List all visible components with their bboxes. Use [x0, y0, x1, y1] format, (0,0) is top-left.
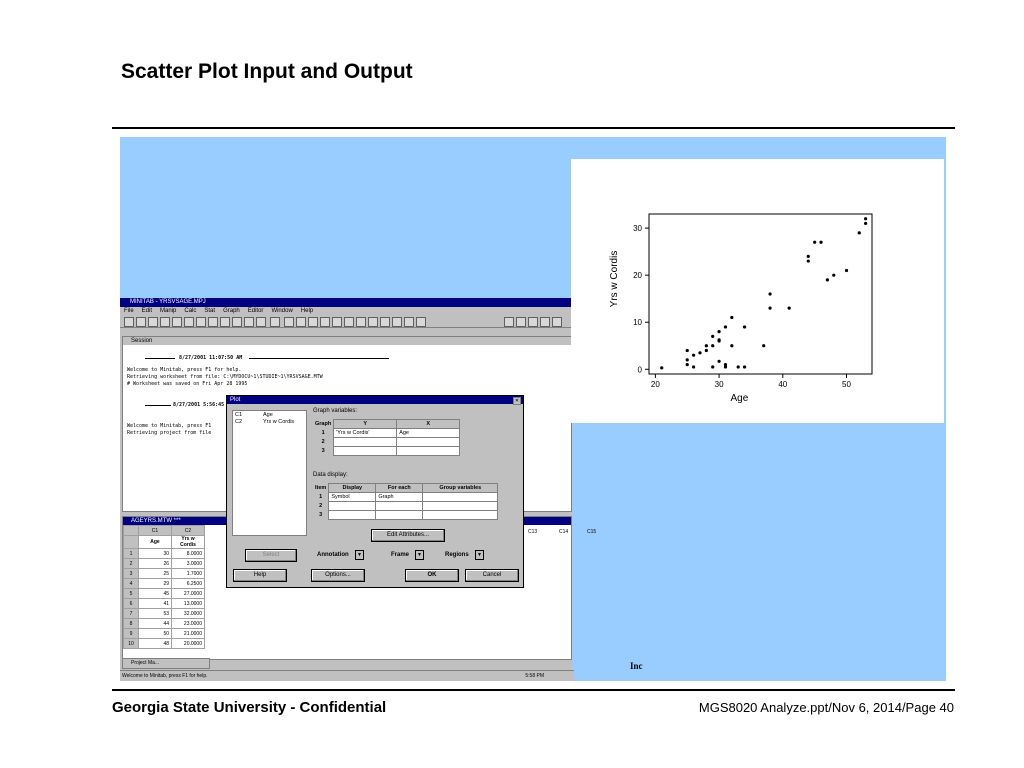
- ws-row-number[interactable]: 3: [124, 569, 139, 579]
- grid-header: Display: [329, 484, 376, 493]
- session-divider-2: [249, 358, 389, 359]
- data-point: [813, 241, 816, 244]
- table-row: [313, 511, 498, 520]
- session-divider-3: [145, 405, 171, 406]
- data-point: [737, 365, 740, 368]
- for-each-cell[interactable]: [376, 511, 423, 520]
- grid-row-number: 3: [313, 447, 334, 456]
- y-tick-label: 30: [633, 224, 642, 234]
- data-point: [845, 269, 848, 272]
- table-row: [124, 629, 205, 639]
- table-row: [124, 549, 205, 559]
- toolbar-button-icon[interactable]: [124, 317, 134, 327]
- group-cell[interactable]: [423, 502, 498, 511]
- table-row: [124, 609, 205, 619]
- graph-y-cell[interactable]: [334, 438, 397, 447]
- table-row: [124, 579, 205, 589]
- graph-variables-label: Graph variables:: [313, 408, 358, 414]
- data-point: [711, 344, 714, 347]
- table-row: [124, 569, 205, 579]
- plot-frame: [649, 214, 872, 374]
- data-point: [705, 344, 708, 347]
- menu-item[interactable]: Help: [300, 308, 314, 314]
- data-point: [819, 241, 822, 244]
- grid-header: Y: [334, 420, 397, 429]
- toolbar-button-icon[interactable]: [136, 317, 146, 327]
- slide-title: Scatter Plot Input and Output: [121, 60, 413, 83]
- data-display-label: Data display:: [313, 472, 348, 478]
- toolbar-button-icon[interactable]: [528, 317, 538, 327]
- ws-cell[interactable]: 21.0000: [172, 629, 205, 639]
- worksheet-col-c15[interactable]: C15: [587, 529, 597, 535]
- grid-header: X: [397, 420, 460, 429]
- session-line: Retrieving project from file: [127, 430, 212, 436]
- grid-header: Group variables: [423, 484, 498, 493]
- y-axis-label: Yrs w Cordis: [609, 250, 620, 308]
- ws-name-row: [124, 536, 139, 549]
- toolbar-button-icon[interactable]: [368, 317, 378, 327]
- ws-row-number[interactable]: 9: [124, 629, 139, 639]
- toolbar-button-icon[interactable]: [404, 317, 414, 327]
- x-tick-label: 20: [650, 380, 660, 389]
- grid-row-number: 2: [313, 502, 329, 511]
- toolbar-button-icon[interactable]: [256, 317, 266, 327]
- ws-cell[interactable]: 44: [139, 619, 172, 629]
- data-point: [717, 360, 720, 363]
- data-point: [711, 365, 714, 368]
- table-row: [313, 447, 460, 456]
- worksheet-title: AGEYRS.MTW ***: [123, 517, 571, 525]
- ws-row-number[interactable]: 2: [124, 559, 139, 569]
- for-each-cell[interactable]: [376, 502, 423, 511]
- toolbar-button-icon[interactable]: [308, 317, 318, 327]
- toolbar-button-icon[interactable]: [540, 317, 550, 327]
- ws-cell[interactable]: 23.0000: [172, 619, 205, 629]
- data-point: [743, 325, 746, 328]
- close-icon[interactable]: ✕: [514, 398, 520, 404]
- table-row: [313, 429, 460, 438]
- y-tick-label: 0: [637, 365, 642, 375]
- data-point: [788, 307, 791, 310]
- data-point: [692, 354, 695, 357]
- data-point: [686, 363, 689, 366]
- x-tick-label: 30: [714, 380, 724, 389]
- regions-dropdown[interactable]: ▼: [475, 550, 484, 560]
- ws-cell[interactable]: 8.0000: [172, 549, 205, 559]
- data-display-grid[interactable]: [313, 483, 498, 520]
- group-cell[interactable]: [423, 493, 498, 502]
- data-point: [826, 278, 829, 281]
- data-point: [807, 259, 810, 262]
- session-line: Welcome to Minitab, press F1: [127, 423, 212, 429]
- ws-row-number[interactable]: 6: [124, 599, 139, 609]
- table-row: [313, 493, 498, 502]
- ws-cell[interactable]: 20.0000: [172, 639, 205, 649]
- y-tick-label: 20: [633, 271, 642, 281]
- data-point: [832, 274, 835, 277]
- for-each-cell[interactable]: Graph: [376, 493, 423, 502]
- graph-x-cell[interactable]: [397, 438, 460, 447]
- session-title: Session: [123, 337, 571, 345]
- graph-y-cell[interactable]: 'Yrs w Cordis': [334, 429, 397, 438]
- session-line: # Worksheet was saved on Fri Apr 28 1995: [127, 381, 248, 387]
- x-axis-label: Age: [730, 393, 749, 404]
- frame-button[interactable]: Frame: [391, 552, 410, 558]
- data-point: [705, 349, 708, 352]
- toolbar-button-icon[interactable]: [184, 317, 194, 327]
- ws-col-name[interactable]: Yrs w Cordis: [172, 536, 205, 549]
- data-point: [717, 338, 720, 341]
- data-point: [698, 351, 701, 354]
- worksheet-col-c14[interactable]: C14: [559, 529, 569, 535]
- toolbar-button-icon[interactable]: [284, 317, 294, 327]
- toolbar-button-icon[interactable]: [244, 317, 254, 327]
- ws-cell[interactable]: 13.0000: [172, 599, 205, 609]
- ws-col-header[interactable]: C1: [139, 526, 172, 536]
- grid-row-number: 3: [313, 511, 329, 520]
- table-row: [124, 589, 205, 599]
- graph-y-cell[interactable]: [334, 447, 397, 456]
- session-line: Welcome to Minitab, press F1 for help.: [127, 367, 242, 373]
- table-row: [313, 438, 460, 447]
- data-point: [717, 330, 720, 333]
- session-timestamp-2: 8/27/2001 5:56:45: [173, 402, 225, 408]
- toolbar-button-icon[interactable]: [196, 317, 206, 327]
- ws-cell[interactable]: 25: [139, 569, 172, 579]
- menu-item[interactable]: File: [124, 308, 134, 314]
- ws-row-number[interactable]: 5: [124, 589, 139, 599]
- footer-right: MGS8020 Analyze.ppt/Nov 6, 2014/Page 40: [698, 700, 954, 715]
- ws-row-number[interactable]: 7: [124, 609, 139, 619]
- toolbar-button-icon[interactable]: [296, 317, 306, 327]
- toolbar-button-icon[interactable]: [356, 317, 366, 327]
- ws-cell[interactable]: 48: [139, 639, 172, 649]
- variable-list[interactable]: [232, 410, 307, 536]
- minitab-toolbar: [120, 315, 572, 328]
- annotation-button[interactable]: Annotation: [317, 552, 349, 558]
- variable-item[interactable]: C2 Yrs w Cordis: [235, 419, 295, 425]
- toolbar-button-icon[interactable]: [232, 317, 242, 327]
- toolbar-button-icon[interactable]: [148, 317, 158, 327]
- data-point: [692, 365, 695, 368]
- ws-cell[interactable]: 30: [139, 549, 172, 559]
- ws-cell[interactable]: 53: [139, 609, 172, 619]
- y-tick-label: 10: [633, 318, 642, 328]
- data-point: [686, 349, 689, 352]
- data-point: [724, 365, 727, 368]
- plot-dialog: [226, 395, 524, 588]
- toolbar-button-icon[interactable]: [160, 317, 170, 327]
- menu-item[interactable]: Edit: [141, 308, 153, 314]
- title-rule: [112, 127, 955, 129]
- table-row: [124, 559, 205, 569]
- x-tick-label: 50: [842, 380, 851, 389]
- frame-dropdown[interactable]: ▼: [415, 550, 424, 560]
- ws-cell[interactable]: 29: [139, 579, 172, 589]
- grid-header: Graph: [313, 420, 334, 429]
- display-cell[interactable]: [329, 502, 376, 511]
- group-cell[interactable]: [423, 511, 498, 520]
- status-text: Welcome to Minitab, press F1 for help.: [122, 673, 208, 679]
- table-row: [124, 619, 205, 629]
- data-point: [864, 217, 867, 220]
- plot-dialog-title: Plot: [230, 397, 241, 403]
- session-divider-1: [145, 358, 175, 359]
- toolbar-button-icon[interactable]: [380, 317, 390, 327]
- menu-item[interactable]: Manip: [160, 308, 177, 314]
- regions-button[interactable]: Regions: [445, 552, 469, 558]
- minitab-menu-bar: [120, 307, 572, 315]
- table-row: [313, 502, 498, 511]
- grid-row-number: 1: [313, 429, 334, 438]
- grid-row-number: 2: [313, 438, 334, 447]
- variable-item[interactable]: C1 Age: [235, 412, 273, 418]
- ws-cell[interactable]: 50: [139, 629, 172, 639]
- status-bar: [120, 670, 574, 681]
- annotation-dropdown[interactable]: ▼: [355, 550, 364, 560]
- graph-variables-grid[interactable]: [313, 419, 460, 456]
- ws-row-number[interactable]: 8: [124, 619, 139, 629]
- data-point: [768, 307, 771, 310]
- data-point: [686, 358, 689, 361]
- ws-cell[interactable]: 26: [139, 559, 172, 569]
- data-point: [724, 325, 727, 328]
- scatter-plot: [571, 159, 944, 423]
- menu-item[interactable]: Graph: [223, 308, 240, 314]
- edit-attributes-button[interactable]: Edit Attributes...: [371, 529, 445, 542]
- toolbar-button-icon[interactable]: [344, 317, 354, 327]
- ws-cell[interactable]: 45: [139, 589, 172, 599]
- menu-item[interactable]: Calc: [184, 308, 197, 314]
- toolbar-button-icon[interactable]: [516, 317, 526, 327]
- footer-rule: [112, 689, 955, 691]
- status-time: 5:58 PM: [525, 673, 544, 679]
- ws-row-number[interactable]: 10: [124, 639, 139, 649]
- menu-item[interactable]: Window: [271, 308, 293, 314]
- toolbar-button-icon[interactable]: [220, 317, 230, 327]
- table-row: [124, 599, 205, 609]
- ws-cell[interactable]: 3.0000: [172, 559, 205, 569]
- graph-x-cell[interactable]: Age: [397, 429, 460, 438]
- data-point: [807, 255, 810, 258]
- worksheet-grid[interactable]: [123, 525, 205, 649]
- ws-col-name[interactable]: Age: [139, 536, 172, 549]
- grid-header: Item: [313, 484, 329, 493]
- data-point: [762, 344, 765, 347]
- toolbar-button-icon[interactable]: [320, 317, 330, 327]
- ws-cell[interactable]: 1.7000: [172, 569, 205, 579]
- data-point: [768, 292, 771, 295]
- ws-row-number[interactable]: 4: [124, 579, 139, 589]
- ok-button[interactable]: OK: [405, 569, 459, 582]
- minimized-window[interactable]: Project Ma...: [122, 658, 210, 669]
- ws-cell[interactable]: 27.0000: [172, 589, 205, 599]
- ws-row-number[interactable]: 1: [124, 549, 139, 559]
- data-point: [660, 366, 663, 369]
- session-timestamp-1: 8/27/2001 11:07:50 AM: [179, 355, 243, 361]
- data-point: [730, 344, 733, 347]
- inc-label: Inc: [630, 661, 643, 671]
- toolbar-button-icon[interactable]: [270, 317, 280, 327]
- toolbar-button-icon[interactable]: [332, 317, 342, 327]
- table-row: [124, 639, 205, 649]
- ws-corner: [124, 526, 139, 536]
- display-cell[interactable]: Symbol: [329, 493, 376, 502]
- options-button[interactable]: Options...: [311, 569, 365, 582]
- toolbar-button-icon[interactable]: [552, 317, 562, 327]
- data-point: [711, 335, 714, 338]
- data-point: [743, 365, 746, 368]
- ws-col-header[interactable]: C2: [172, 526, 205, 536]
- minitab-title-bar: MINITAB - YRSVSAGE.MPJ: [120, 298, 572, 307]
- graph-x-cell[interactable]: [397, 447, 460, 456]
- cancel-button[interactable]: Cancel: [465, 569, 519, 582]
- display-cell[interactable]: [329, 511, 376, 520]
- toolbar-button-icon[interactable]: [416, 317, 426, 327]
- ws-cell[interactable]: 32.0000: [172, 609, 205, 619]
- menu-item[interactable]: Editor: [247, 308, 264, 314]
- data-point: [864, 222, 867, 225]
- ws-cell[interactable]: 41: [139, 599, 172, 609]
- toolbar-button-icon[interactable]: [504, 317, 514, 327]
- menu-item[interactable]: Stat: [204, 308, 216, 314]
- help-button[interactable]: Help: [233, 569, 287, 582]
- toolbar-button-icon[interactable]: [392, 317, 402, 327]
- toolbar-button-icon[interactable]: [208, 317, 218, 327]
- ws-cell[interactable]: 6.2500: [172, 579, 205, 589]
- data-point: [858, 231, 861, 234]
- grid-header: For each: [376, 484, 423, 493]
- grid-row-number: 1: [313, 493, 329, 502]
- worksheet-col-c13[interactable]: C13: [528, 529, 538, 535]
- select-button[interactable]: Select: [245, 549, 297, 562]
- session-line: Retrieving worksheet from file: C:\MYDOCU~1\STUDIE~1\YRSVSAGE.MTW: [127, 374, 323, 380]
- x-tick-label: 40: [778, 380, 788, 389]
- footer-left: Georgia State University - Confidential: [112, 699, 387, 716]
- toolbar-button-icon[interactable]: [172, 317, 182, 327]
- scatter-plot-panel: [571, 159, 944, 423]
- plot-dialog-title-bar: [227, 396, 523, 404]
- data-point: [730, 316, 733, 319]
